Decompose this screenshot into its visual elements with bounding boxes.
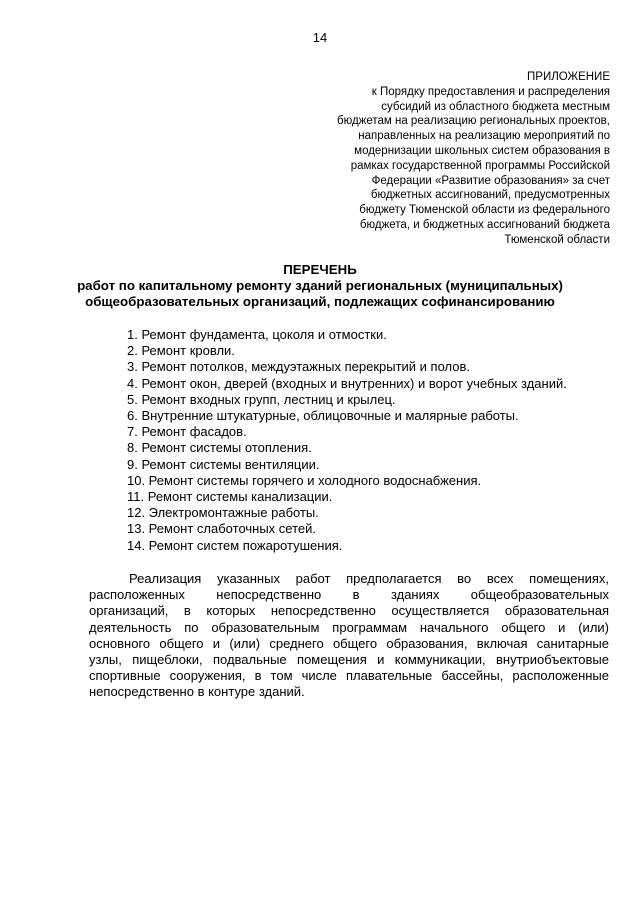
appendix-block xyxy=(290,70,610,248)
title-line-subject-cont: общеобразовательных организаций, подлежащих софинансированию xyxy=(85,294,555,309)
list-item: 7. Ремонт фасадов. xyxy=(127,424,247,440)
appendix-line: бюджета, и бюджетных ассигнований бюджета xyxy=(359,218,610,231)
paragraph-line: узлы, пищеблоки, подвальные помещения и коммуникации, внутриобъектовые xyxy=(89,652,609,668)
list-item: 13. Ремонт слаботочных сетей. xyxy=(127,521,317,537)
appendix-line: Тюменской области xyxy=(504,233,610,246)
list-item: 4. Ремонт окон, дверей (входных и внутренних) и ворот учебных зданий. xyxy=(127,375,567,391)
paragraph-line: расположенных непосредственно в зданиях общеобразовательных xyxy=(89,587,609,603)
list-item: 3. Ремонт потолков, междуэтажных перекрытий и полов. xyxy=(127,359,471,375)
appendix-line: субсидий из областного бюджета местным xyxy=(381,100,610,113)
appendix-line: бюджету Тюменской области из федерального xyxy=(359,204,610,217)
appendix-line: направленных на реализацию мероприятий по xyxy=(358,130,610,143)
list-item: 5. Ремонт входных групп, лестниц и крылец. xyxy=(127,391,396,407)
title-line-subject: работ по капитальному ремонту зданий региональных (муниципальных) xyxy=(77,278,563,293)
appendix-line: бюджетных ассигнований, предусмотренных xyxy=(370,189,610,202)
list-item: 1. Ремонт фундамента, цоколя и отмостки. xyxy=(127,327,387,342)
list-item: 10. Ремонт системы горячего и холодного водоснабжения. xyxy=(127,472,482,488)
appendix-heading: ПРИЛОЖЕНИЕ xyxy=(527,71,610,83)
paragraph-line: Реализация указанных работ предполагается во всех помещениях, xyxy=(129,571,609,586)
page-number: 14 xyxy=(312,30,328,45)
works-list xyxy=(127,327,567,554)
title-line-heading: ПЕРЕЧЕНЬ xyxy=(283,262,357,277)
list-item: 11. Ремонт системы канализации. xyxy=(127,489,333,505)
list-item: 12. Электромонтажные работы. xyxy=(127,505,319,521)
paragraph-line: спортивные сооружения, в том числе плавательные бассейны, расположенные xyxy=(89,668,609,684)
appendix-line: к Порядку предоставления и распределения xyxy=(371,85,610,98)
appendix-line: модернизации школьных систем образования в xyxy=(354,144,610,157)
list-item: 6. Внутренние штукатурные, облицовочные и малярные работы. xyxy=(127,408,519,424)
document-title xyxy=(0,262,640,310)
appendix-line: Федерации «Развитие образования» за счет xyxy=(371,174,610,187)
appendix-line: рамках государственной программы Российской xyxy=(350,159,610,172)
paragraph-line: основного общего и (или) среднего общего образования, включая санитарные xyxy=(89,635,609,651)
list-item: 2. Ремонт кровли. xyxy=(127,343,235,359)
list-item: 8. Ремонт системы отопления. xyxy=(127,440,312,456)
paragraph-line: непосредственно в контуре зданий. xyxy=(89,684,305,700)
paragraph-line: организаций, в которых непосредственно осуществляется образовательная xyxy=(89,603,609,619)
appendix-line: бюджетам на реализацию региональных проектов, xyxy=(336,115,610,128)
paragraph-line: деятельность по образовательным программам начального общего и (или) xyxy=(89,619,609,635)
list-item: 14. Ремонт систем пожаротушения. xyxy=(127,537,343,553)
body-paragraph xyxy=(89,571,609,701)
list-item: 9. Ремонт системы вентиляции. xyxy=(127,456,320,472)
